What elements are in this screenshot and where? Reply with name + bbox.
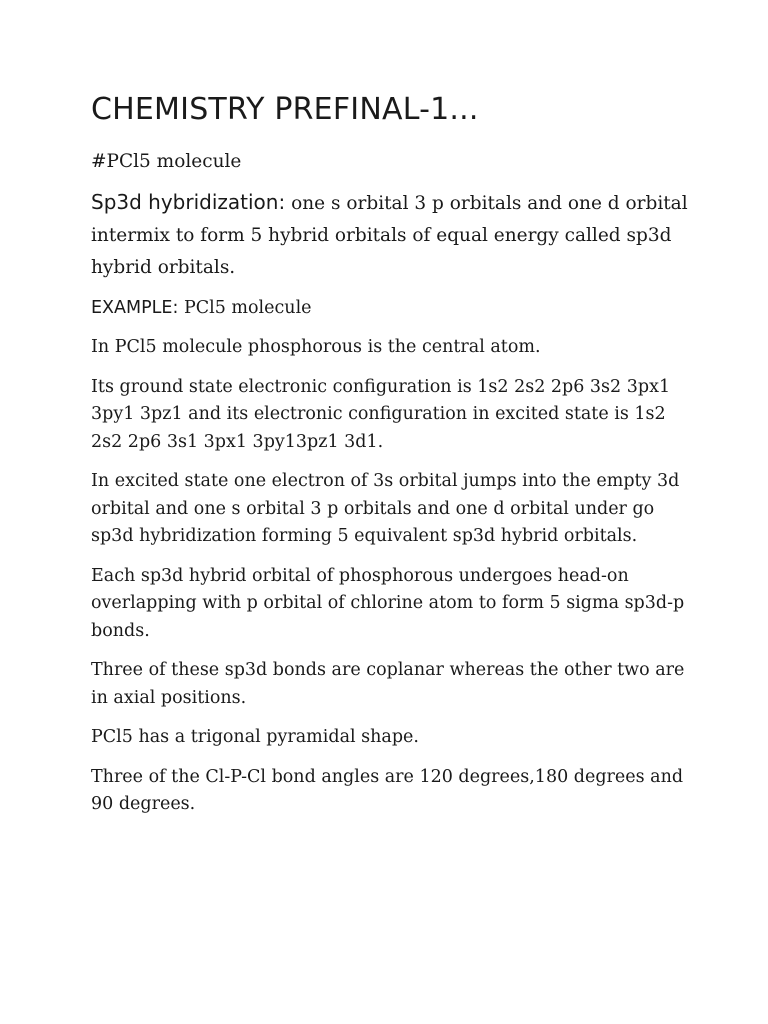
example-lead: EXAMPLE: [91,297,179,318]
paragraph-bond-angles: Three of the Cl-P-Cl bond angles are 120 degrees,180 degrees and 90 degrees. [91,766,684,814]
example-text: PCl5 molecule [183,297,312,318]
paragraph-overlapping: Each sp3d hybrid orbital of phosphorous undergoes head-on overlapping with p orbital of chlorine atom to form 5 sigma sp3d-p bonds. [91,565,685,641]
hashtag-line: #PCl5 molecule [91,151,242,172]
example-paragraph [91,295,691,323]
hybridization-paragraph [91,186,691,284]
paragraph-central-atom: In PCl5 molecule phosphorous is the central atom. [91,337,541,357]
paragraph-excited-state: In excited state one electron of 3s orbital jumps into the empty 3d orbital and one s orbital 3 p orbitals and one d orbital under go sp3d hybridization forming 5 equivalent sp3d hybrid orbitals. [91,471,680,546]
paragraph-configuration: Its ground state electronic configuration is 1s2 2s2 2p6 3s2 3px1 3py1 3pz1 and its electronic configuration in excited state is 1s2 2s2 2p6 3s1 3px1 3py13pz1 3d1. [91,376,671,452]
paragraph-coplanar: Three of these sp3d bonds are coplanar whereas the other two are in axial positions. [91,660,685,708]
hybridization-text: one s orbital 3 p orbitals and one d orbital intermix to form 5 hybrid orbitals of equal energy called sp3d hybrid orbitals. [91,192,688,278]
hybridization-lead: Sp3d hybridization: [91,189,286,214]
paragraph-shape: PCl5 has a trigonal pyramidal shape. [91,727,419,747]
document-page [91,92,691,831]
document-title: CHEMISTRY PREFINAL-1... [91,92,479,127]
